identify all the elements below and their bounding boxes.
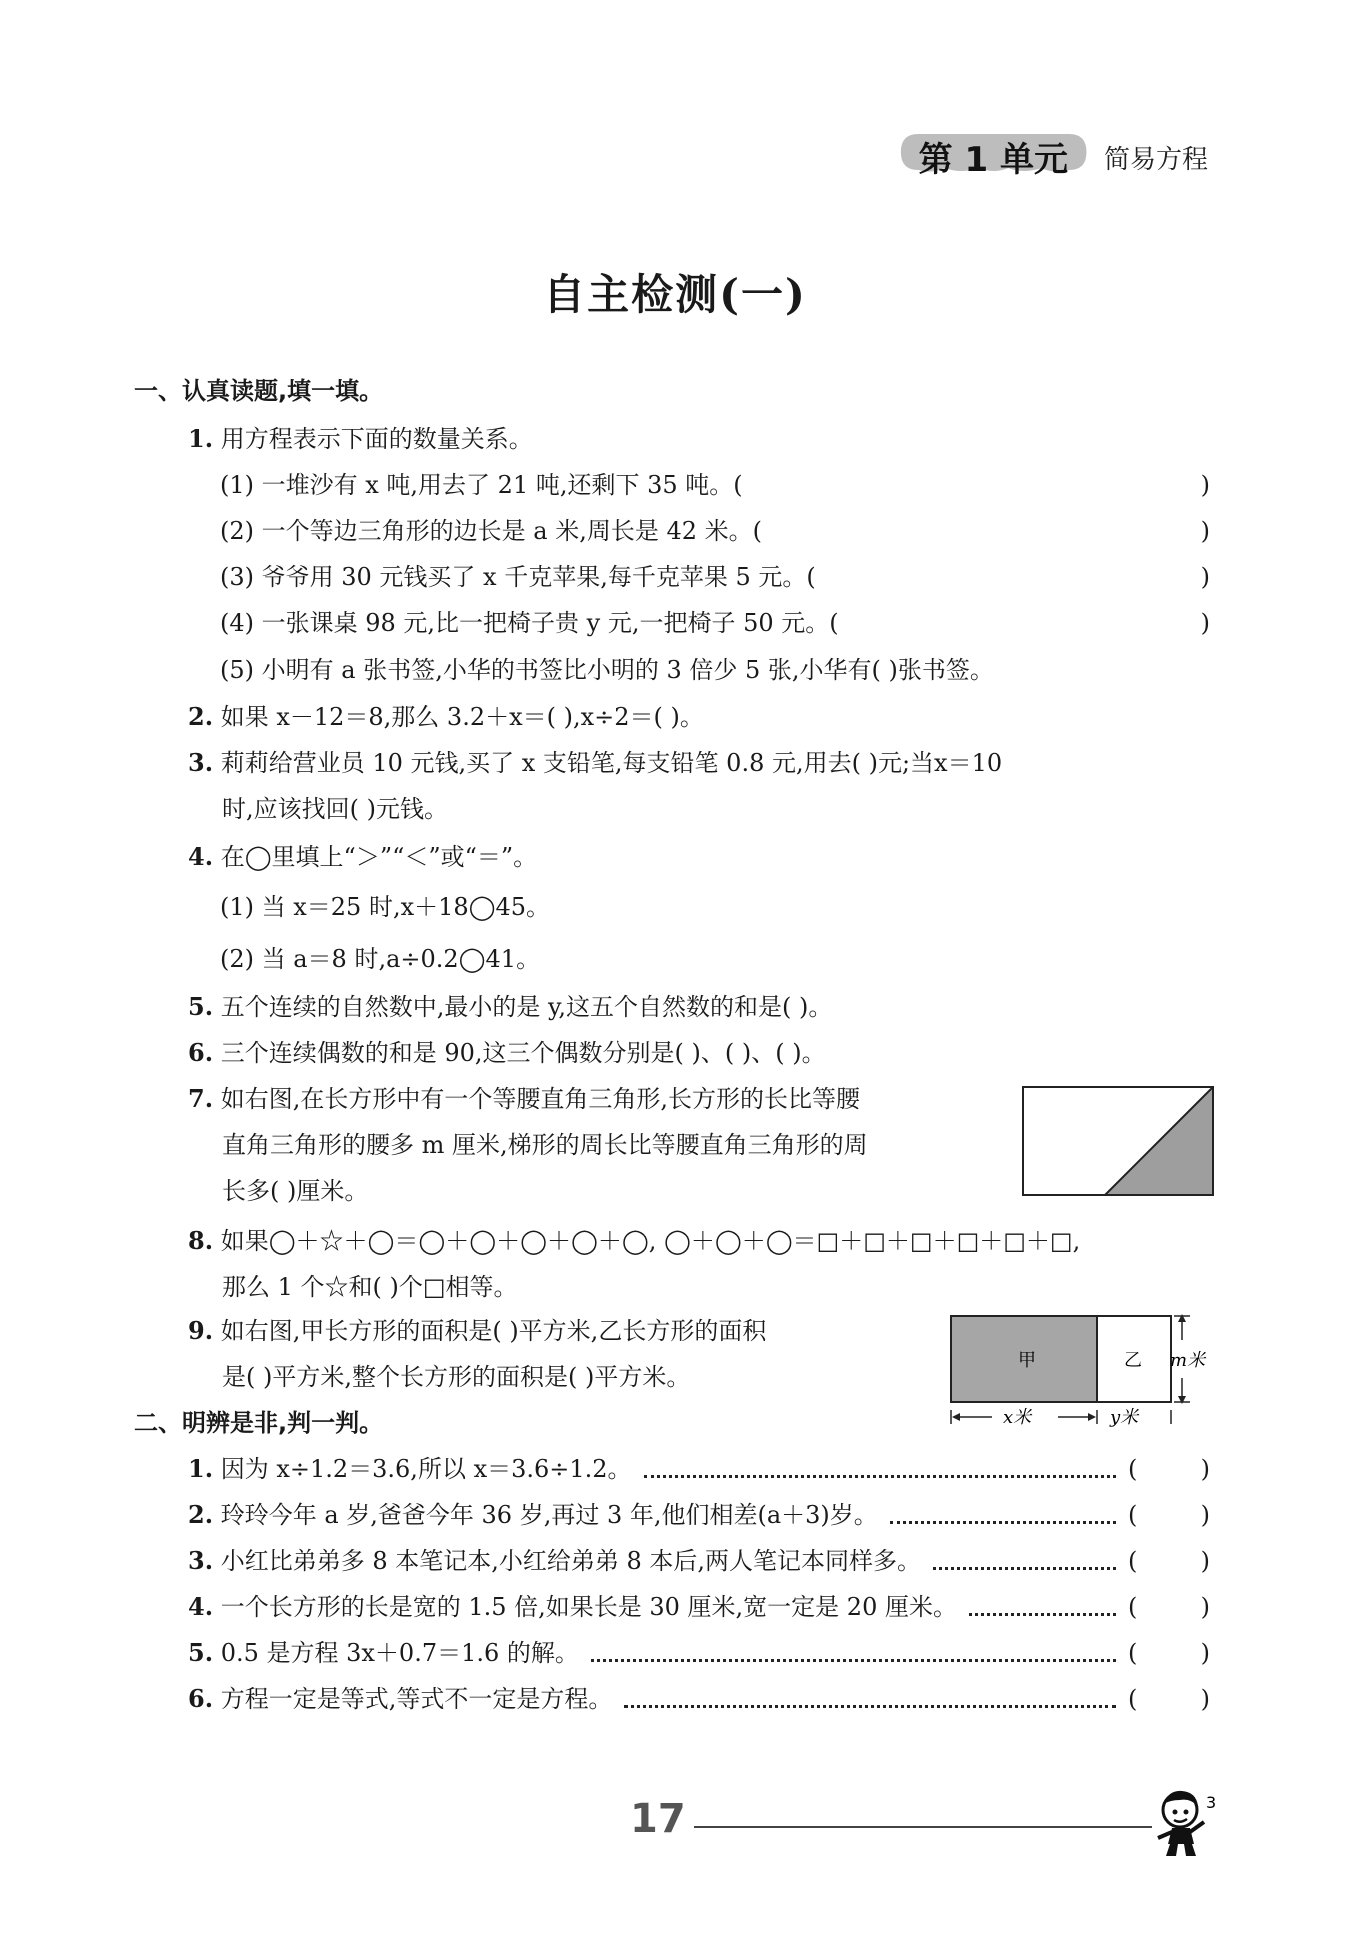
question-7	[188, 1082, 860, 1116]
unit-header	[897, 118, 1208, 197]
question-9	[188, 1314, 766, 1348]
cartoon-boy-icon	[1150, 1786, 1222, 1860]
leader-dots	[890, 1507, 1116, 1524]
question-5	[188, 990, 832, 1024]
item-number: 5.	[188, 1638, 214, 1667]
q4-item-2: (2) 当 a＝8 时,a÷0.2◯41。	[220, 945, 541, 973]
judge-item	[188, 1544, 1210, 1578]
section1-heading: 一、认真读题,填一填。	[134, 377, 384, 405]
judge-item	[188, 1682, 1210, 1716]
question-text: 如果 x－12＝8,那么 3.2＋x＝( ),x÷2＝( )。	[220, 703, 704, 731]
label-x-width: x米	[1003, 1407, 1032, 1428]
q1-item-2-close: )	[1200, 517, 1210, 545]
item-text: 方程一定是等式,等式不一定是方程。	[220, 1685, 613, 1713]
unit-subtitle: 简易方程	[1103, 145, 1208, 175]
q1-item-3: (3) 爷爷用 30 元钱买了 x 千克苹果,每千克苹果 5 元。(	[220, 563, 816, 591]
footer-rule	[694, 1826, 1152, 1828]
label-y-width: y米	[1110, 1407, 1139, 1428]
item-text: 小红比弟弟多 8 本笔记本,小红给弟弟 8 本后,两人笔记本同样多。	[220, 1547, 922, 1575]
question-text: 如右图,在长方形中有一个等腰直角三角形,长方形的长比等腰	[220, 1085, 860, 1113]
item-text: 玲玲今年 a 岁,爸爸今年 36 岁,再过 3 年,他们相差(a＋3)岁。	[220, 1501, 878, 1529]
two-rectangles-figure	[948, 1310, 1218, 1432]
question-7-line-3: 长多( )厘米。	[222, 1177, 369, 1205]
item-number: 4.	[188, 1592, 214, 1621]
q1-item-4-close: )	[1200, 609, 1210, 637]
question-8-continued: 那么 1 个☆和( )个□相等。	[222, 1273, 518, 1301]
q4-item-1: (1) 当 x＝25 时,x＋18◯45。	[220, 893, 551, 921]
question-number: 6.	[188, 1038, 214, 1067]
q1-item-2: (2) 一个等边三角形的边长是 a 米,周长是 42 米。(	[220, 517, 762, 545]
label-m-height: m米	[1170, 1350, 1206, 1371]
question-number: 5.	[188, 992, 214, 1021]
question-text: 三个连续偶数的和是 90,这三个偶数分别是( )、( )、( )。	[220, 1039, 826, 1067]
answer-blank[interactable]: ( )	[1128, 1547, 1210, 1575]
label-jia: 甲	[1018, 1350, 1036, 1371]
question-number: 3.	[188, 748, 214, 777]
question-text: 用方程表示下面的数量关系。	[220, 425, 533, 453]
unit-label: 第 1 单元	[918, 140, 1068, 180]
q1-item-3-close: )	[1200, 563, 1210, 591]
question-number: 7.	[188, 1084, 214, 1113]
leader-dots	[624, 1691, 1116, 1708]
unit-badge	[897, 118, 1090, 197]
page-number: 17	[630, 1796, 686, 1842]
leader-dots	[644, 1461, 1116, 1478]
judge-item	[188, 1590, 1210, 1624]
q1-item-5: (5) 小明有 a 张书签,小华的书签比小明的 3 倍少 5 张,小华有( )张书签。	[220, 656, 994, 684]
question-9-continued: 是( )平方米,整个长方形的面积是( )平方米。	[222, 1363, 691, 1391]
item-number: 3.	[188, 1546, 214, 1575]
item-text: 一个长方形的长是宽的 1.5 倍,如果长是 30 厘米,宽一定是 20 厘米。	[220, 1593, 957, 1621]
page-title: 自主检测(一)	[543, 270, 807, 319]
question-1	[188, 422, 533, 456]
answer-blank[interactable]: ( )	[1128, 1639, 1210, 1667]
question-number: 4.	[188, 842, 214, 871]
item-number: 2.	[188, 1500, 214, 1529]
answer-blank[interactable]: ( )	[1128, 1593, 1210, 1621]
answer-blank[interactable]: ( )	[1128, 1501, 1210, 1529]
judge-item	[188, 1498, 1210, 1532]
q1-item-4: (4) 一张课桌 98 元,比一把椅子贵 y 元,一把椅子 50 元。(	[220, 609, 839, 637]
question-text: 如果◯＋☆＋◯＝◯＋◯＋◯＋◯＋◯, ◯＋◯＋◯＝□＋□＋□＋□＋□＋□,	[220, 1227, 1081, 1255]
q1-item-1-close: )	[1200, 471, 1210, 499]
section2-heading: 二、明辨是非,判一判。	[134, 1409, 384, 1437]
question-2	[188, 700, 704, 734]
item-number: 6.	[188, 1684, 214, 1713]
rectangle-triangle-figure	[1022, 1086, 1216, 1198]
q1-item-1: (1) 一堆沙有 x 吨,用去了 21 吨,还剩下 35 吨。(	[220, 471, 743, 499]
question-text: 在◯里填上“＞”“＜”或“＝”。	[220, 843, 538, 871]
question-3	[188, 746, 1002, 780]
question-text: 莉莉给营业员 10 元钱,买了 x 支铅笔,每支铅笔 0.8 元,用去( )元;当x＝10	[220, 749, 1003, 777]
leader-dots	[591, 1645, 1116, 1662]
answer-blank[interactable]: ( )	[1128, 1685, 1210, 1713]
leader-dots	[969, 1599, 1116, 1616]
item-number: 1.	[188, 1454, 214, 1483]
question-text: 五个连续的自然数中,最小的是 y,这五个自然数的和是( )。	[220, 993, 833, 1021]
judge-item	[188, 1636, 1210, 1670]
question-4	[188, 840, 537, 874]
leader-dots	[933, 1553, 1116, 1570]
question-7-line-2: 直角三角形的腰多 m 厘米,梯形的周长比等腰直角三角形的周	[222, 1131, 868, 1159]
label-yi: 乙	[1124, 1350, 1142, 1371]
question-number: 2.	[188, 702, 214, 731]
question-8	[188, 1224, 1080, 1258]
question-text: 如右图,甲长方形的面积是( )平方米,乙长方形的面积	[220, 1317, 767, 1345]
question-6	[188, 1036, 826, 1070]
judge-item	[188, 1452, 1210, 1486]
mascot-mark: 3	[1206, 1793, 1217, 1812]
question-number: 8.	[188, 1226, 214, 1255]
answer-blank[interactable]: ( )	[1128, 1455, 1210, 1483]
question-number: 1.	[188, 424, 214, 453]
question-3-continued: 时,应该找回( )元钱。	[222, 795, 448, 823]
item-text: 0.5 是方程 3x＋0.7＝1.6 的解。	[220, 1639, 579, 1667]
question-number: 9.	[188, 1316, 214, 1345]
item-text: 因为 x÷1.2＝3.6,所以 x＝3.6÷1.2。	[220, 1455, 632, 1483]
